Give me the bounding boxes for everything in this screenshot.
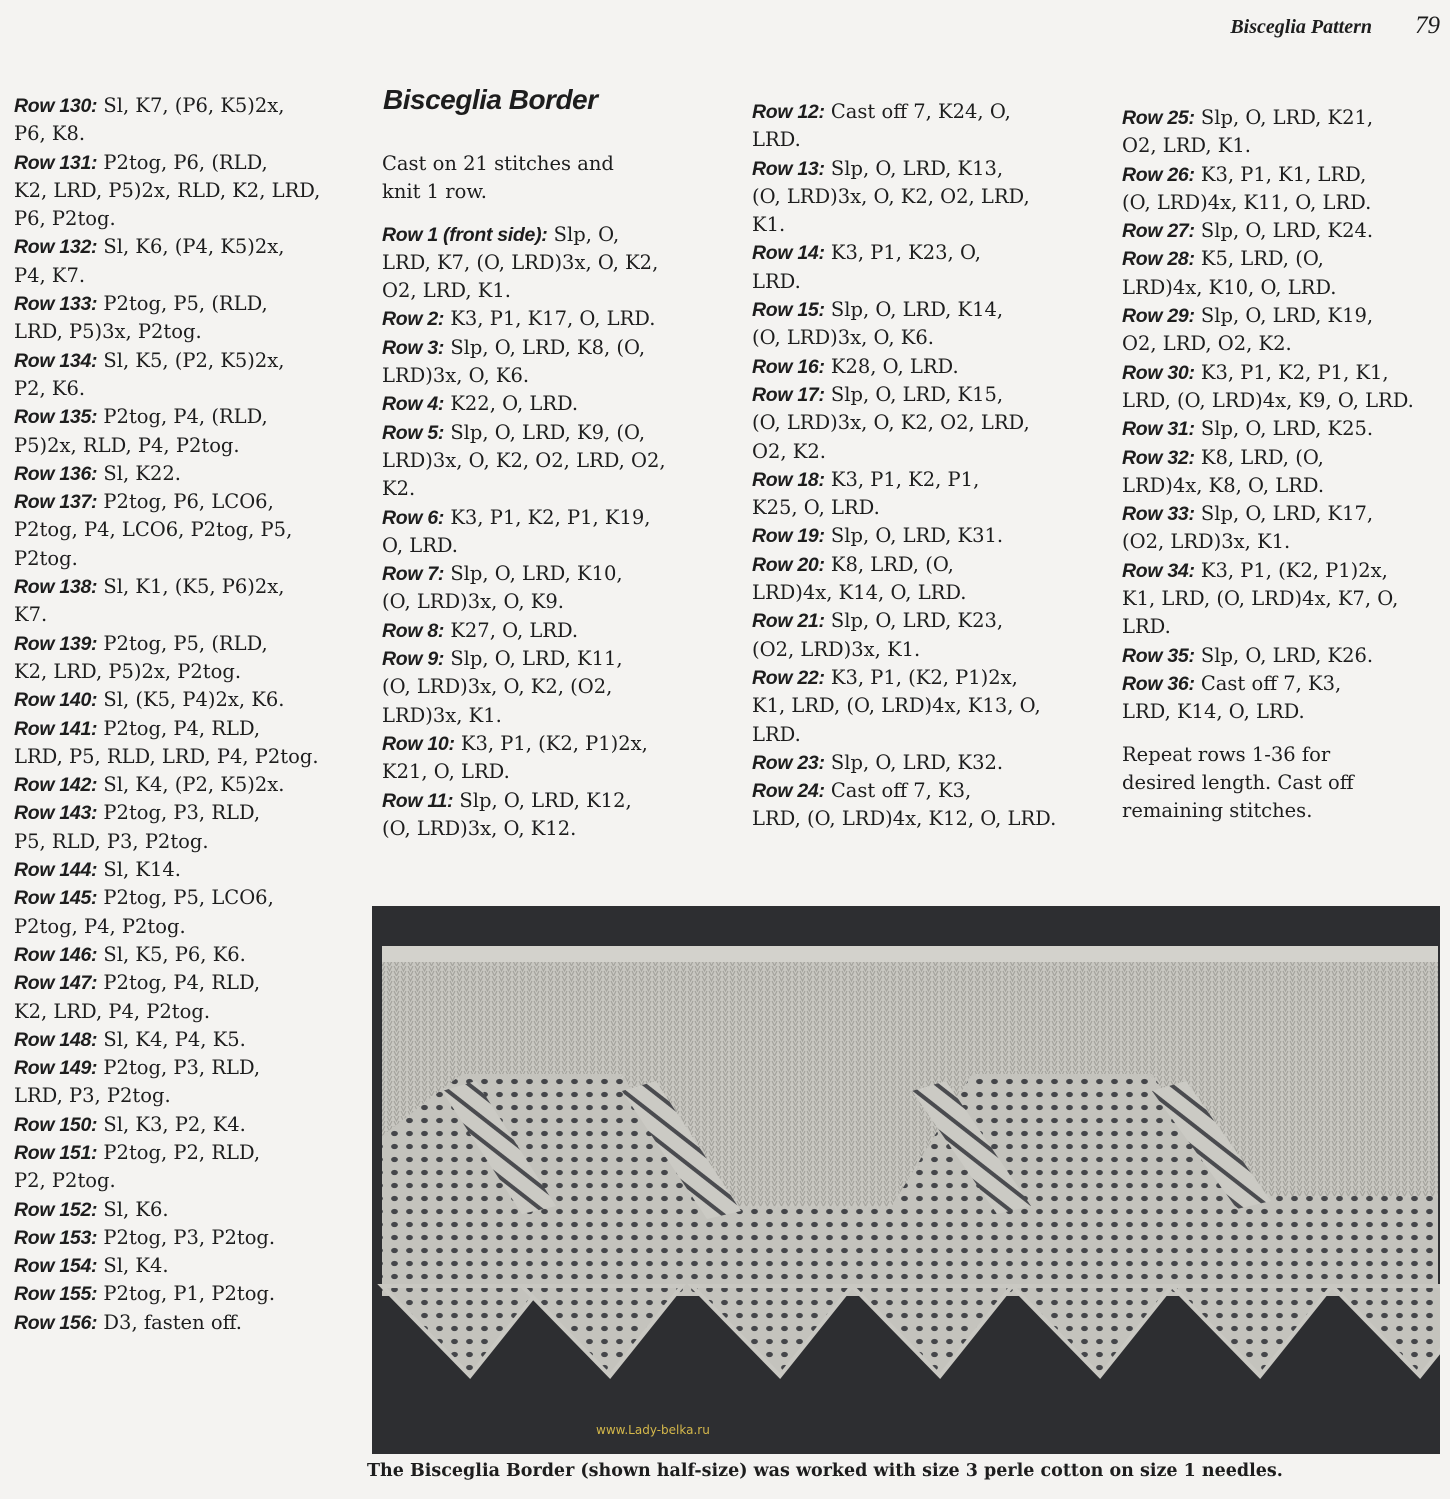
row-text: Sl, K22. — [97, 461, 181, 485]
row-label: Row 155: — [14, 1283, 98, 1306]
row-text: LRD)4x, K14, O, LRD. — [752, 581, 967, 605]
row-text: Sl, K4. — [97, 1254, 169, 1278]
row-label: Row 4: — [382, 393, 445, 416]
row-label: Row 137: — [14, 491, 98, 514]
row-instruction — [382, 305, 727, 333]
row-text: (O2, LRD)3x, K1. — [1122, 530, 1291, 554]
row-text: LRD)3x, K1. — [382, 703, 502, 727]
row-text: LRD, (O, LRD)4x, K9, O, LRD. — [1122, 388, 1414, 412]
page-header — [0, 14, 1450, 46]
row-label: Row 25: — [1122, 107, 1195, 129]
row-instruction — [14, 1054, 339, 1111]
row-label: Row 145: — [14, 887, 98, 910]
knitted-border-photo — [372, 906, 1440, 1454]
row-label: Row 154: — [14, 1255, 98, 1278]
row-text: P2tog, P4, (RLD, — [97, 405, 268, 429]
row-instruction — [14, 1309, 339, 1337]
row-instruction — [14, 92, 339, 149]
row-text: LRD, K14, O, LRD. — [1122, 700, 1305, 724]
scallop-point — [852, 1286, 1012, 1376]
row-label: Row 16: — [752, 355, 825, 378]
row-instruction — [1122, 245, 1442, 302]
row-label: Row 139: — [14, 632, 98, 655]
row-instruction — [14, 1111, 339, 1139]
row-instruction — [1122, 642, 1442, 670]
row-text: Slp, O, LRD, K14, — [824, 298, 1004, 322]
row-instruction — [14, 715, 339, 772]
row-text: Slp, O, LRD, K12, — [453, 788, 632, 812]
row-label: Row 29: — [1122, 305, 1195, 328]
row-text: P2tog, P6, (RLD, — [97, 150, 268, 174]
row-text: Sl, K7, (P6, K5)2x, — [97, 94, 285, 117]
pattern-column-1 — [14, 92, 339, 1337]
row-text: K2, LRD, P5)2x, P2tog. — [14, 659, 242, 683]
row-label: Row 18: — [752, 468, 825, 491]
row-instruction — [382, 419, 727, 504]
paragraph-spacer — [1122, 727, 1442, 741]
row-label: Row 149: — [14, 1057, 98, 1080]
row-text: P5)2x, RLD, P4, P2tog. — [14, 433, 240, 457]
row-text: O2, K2. — [752, 439, 826, 463]
row-label: Row 7: — [382, 563, 445, 586]
row-text: Cast on 21 stitches and — [382, 152, 614, 175]
row-text: P2tog, P5, LCO6, — [97, 886, 274, 910]
row-text: Slp, O, LRD, K24. — [1194, 219, 1374, 243]
row-text: LRD. — [752, 128, 801, 152]
row-label: Row 31: — [1122, 418, 1195, 441]
row-instruction — [382, 504, 727, 561]
row-text: (O2, LRD)3x, K1. — [752, 637, 921, 661]
row-instruction — [1122, 444, 1442, 501]
row-instruction — [752, 466, 1087, 523]
row-text: K8, LRD, (O, — [1194, 445, 1324, 469]
row-text: LRD)4x, K8, O, LRD. — [1122, 473, 1325, 497]
row-label: Row 12: — [752, 101, 825, 123]
row-instruction — [14, 799, 339, 856]
row-text: P2tog, P4, P2tog. — [14, 914, 186, 938]
row-label: Row 35: — [1122, 644, 1195, 667]
row-instruction — [382, 560, 727, 617]
row-text: P2tog, P4, LCO6, P2tog, P5, — [14, 518, 293, 542]
row-text: K3, P1, K2, P1, K19, — [444, 505, 651, 529]
row-text: Slp, O, LRD, K19, — [1194, 304, 1374, 328]
row-instruction — [14, 233, 339, 290]
row-text: P2tog, P1, P2tog. — [97, 1282, 276, 1306]
row-text: Sl, K5, (P2, K5)2x, — [97, 348, 285, 372]
row-text: O, LRD. — [382, 533, 459, 557]
row-text: Sl, K14. — [97, 858, 181, 882]
row-text: Slp, O, LRD, K26. — [1194, 643, 1374, 667]
photo-caption: The Bisceglia Border (shown half-size) was worked with size 3 perle cotton on size 1 needles. — [367, 1461, 1283, 1481]
row-instruction — [14, 1224, 339, 1252]
row-label: Row 151: — [14, 1141, 98, 1164]
row-label: Row 3: — [382, 336, 445, 359]
row-instruction — [14, 771, 339, 799]
row-text: LRD)3x, O, K2, O2, LRD, O2, — [382, 448, 666, 472]
row-text: P2tog, P2, RLD, — [97, 1140, 261, 1164]
row-text: Slp, O, LRD, K13, — [824, 156, 1004, 180]
row-text: Slp, O, LRD, K15, — [824, 382, 1004, 406]
row-text: Repeat rows 1-36 for — [1122, 742, 1331, 766]
row-instruction — [382, 787, 727, 844]
row-instruction — [14, 630, 339, 687]
row-label: Row 5: — [382, 421, 445, 444]
row-text: K1. — [752, 213, 786, 237]
row-text: Slp, O, LRD, K8, (O, — [444, 335, 646, 359]
row-label: Row 9: — [382, 648, 445, 671]
row-instruction — [14, 347, 339, 404]
row-instruction — [752, 353, 1087, 381]
row-label: Row 148: — [14, 1028, 98, 1051]
row-label: Row 141: — [14, 717, 98, 740]
row-instruction — [1122, 302, 1442, 359]
row-text: K27, O, LRD. — [444, 618, 579, 642]
row-text: knit 1 row. — [382, 180, 487, 204]
row-text: P2tog, P3, RLD, — [97, 801, 261, 825]
row-text: Slp, O, LRD, K9, (O, — [444, 420, 646, 444]
row-text: (O, LRD)3x, O, K2, O2, LRD, — [752, 184, 1030, 208]
row-text: P2tog. — [14, 546, 78, 570]
row-instruction — [14, 1026, 339, 1054]
row-text: K7. — [14, 603, 48, 627]
row-text: K2, LRD, P4, P2tog. — [14, 999, 211, 1023]
row-label: Row 150: — [14, 1113, 98, 1136]
pattern-column-4 — [1122, 104, 1442, 825]
row-text: Slp, O, LRD, K10, — [444, 562, 623, 586]
row-instruction — [382, 390, 727, 418]
row-text: K1, LRD, (O, LRD)4x, K7, O, — [1122, 587, 1399, 611]
row-text: P6, P2tog. — [14, 207, 116, 231]
row-label: Row 138: — [14, 576, 98, 599]
row-text: P2tog, P3, P2tog. — [97, 1225, 276, 1249]
row-text: K1, LRD, (O, LRD)4x, K13, O, — [752, 694, 1041, 718]
row-text: K5, LRD, (O, — [1194, 247, 1324, 271]
row-label: Row 19: — [752, 525, 825, 548]
row-instruction — [14, 1280, 339, 1308]
row-text: D3, fasten off. — [97, 1310, 242, 1334]
row-instruction — [752, 381, 1087, 466]
row-text: Slp, O, LRD, K31. — [824, 524, 1004, 548]
row-label: Row 134: — [14, 349, 98, 372]
row-label: Row 17: — [752, 383, 825, 406]
row-instruction — [14, 149, 339, 234]
row-instruction — [752, 607, 1087, 664]
row-instruction — [1122, 359, 1442, 416]
pattern-column-3 — [752, 98, 1087, 834]
row-text: LRD. — [1122, 615, 1171, 639]
row-text: K21, O, LRD. — [382, 760, 510, 784]
row-label: Row 10: — [382, 732, 455, 755]
row-text: remaining stitches. — [1122, 799, 1313, 823]
row-label: Row 15: — [752, 299, 825, 322]
row-label: Row 36: — [1122, 672, 1195, 695]
row-text: Sl, K6, (P4, K5)2x, — [97, 235, 285, 259]
row-instruction — [752, 155, 1087, 240]
row-text: Slp, O, LRD, K21, — [1194, 106, 1374, 129]
row-text: Slp, O, LRD, K25. — [1194, 417, 1374, 441]
row-instruction — [382, 334, 727, 391]
row-label: Row 30: — [1122, 361, 1195, 384]
row-label: Row 140: — [14, 689, 98, 712]
row-instruction — [752, 777, 1087, 834]
scallop-point — [1172, 1286, 1332, 1376]
row-label: Row 14: — [752, 242, 825, 265]
row-text: P6, K8. — [14, 122, 86, 146]
row-text: (O, LRD)3x, O, K9. — [382, 590, 564, 614]
lace-illustration — [372, 906, 1440, 1454]
row-instruction — [14, 686, 339, 714]
row-text: (O, LRD)3x, O, K6. — [752, 326, 934, 350]
section-title: Bisceglia Border — [383, 84, 598, 115]
row-text: K2. — [382, 477, 416, 501]
row-text: Slp, O, LRD, K17, — [1194, 502, 1374, 526]
row-instruction — [1122, 670, 1442, 727]
row-label: Row 146: — [14, 943, 98, 966]
row-label: Row 147: — [14, 972, 98, 995]
row-instruction — [1122, 415, 1442, 443]
row-text: K3, P1, K1, LRD, — [1194, 162, 1367, 186]
row-label: Row 132: — [14, 236, 98, 259]
row-text: Slp, O, LRD, K32. — [824, 750, 1004, 774]
row-instruction — [382, 617, 727, 645]
row-text: LRD, (O, LRD)4x, K12, O, LRD. — [752, 807, 1057, 831]
row-text: O2, LRD, K1. — [1122, 134, 1251, 158]
row-instruction — [752, 522, 1087, 550]
instruction-paragraph — [382, 150, 727, 207]
row-text: K3, P1, K17, O, LRD. — [444, 307, 656, 331]
scallop-point — [522, 1286, 682, 1376]
row-label: Row 2: — [382, 308, 445, 331]
row-text: P4, K7. — [14, 263, 86, 287]
row-text: Slp, O, LRD, K11, — [444, 647, 623, 671]
row-text: P2, P2tog. — [14, 1169, 116, 1193]
row-instruction — [14, 1139, 339, 1196]
row-label: Row 27: — [1122, 220, 1195, 243]
row-text: desired length. Cast off — [1122, 770, 1354, 794]
row-label: Row 11: — [382, 789, 454, 812]
row-text: Sl, K3, P2, K4. — [97, 1112, 246, 1136]
row-label: Row 156: — [14, 1311, 98, 1334]
row-instruction — [752, 551, 1087, 608]
row-instruction — [14, 403, 339, 460]
row-instruction — [1122, 557, 1442, 642]
row-text: Slp, O, — [547, 222, 620, 246]
running-title: Bisceglia Pattern — [1230, 16, 1372, 38]
row-label: Row 22: — [752, 666, 825, 689]
row-text: P2tog, P4, RLD, — [97, 716, 261, 740]
row-label: Row 32: — [1122, 446, 1195, 469]
row-instruction — [1122, 161, 1442, 218]
row-text: K25, O, LRD. — [752, 496, 880, 520]
row-text: O2, LRD, O2, K2. — [1122, 332, 1292, 356]
cast-on-edge — [382, 946, 1438, 962]
row-text: K3, P1, (K2, P1)2x, — [454, 731, 648, 755]
page-number: 79 — [1415, 12, 1440, 39]
row-text: Sl, K4, P4, K5. — [97, 1027, 246, 1051]
row-label: Row 33: — [1122, 503, 1195, 526]
row-text: P2, K6. — [14, 376, 86, 400]
row-text: P2tog, P5, (RLD, — [97, 631, 268, 655]
row-instruction — [752, 296, 1087, 353]
row-text: Sl, K6. — [97, 1197, 169, 1221]
row-text: Sl, K4, (P2, K5)2x. — [97, 773, 285, 797]
row-label: Row 24: — [752, 780, 825, 803]
row-text: (O, LRD)3x, O, K2, O2, LRD, — [752, 411, 1030, 435]
row-instruction — [14, 969, 339, 1026]
row-text: (O, LRD)3x, O, K2, (O2, — [382, 675, 613, 699]
row-instruction — [1122, 104, 1442, 161]
row-text: Sl, K5, P6, K6. — [97, 942, 246, 966]
paragraph-spacer — [382, 207, 727, 221]
scallop-point — [1332, 1286, 1440, 1376]
row-text: K3, P1, (K2, P1)2x, — [824, 665, 1018, 689]
row-text: K3, P1, K23, O, — [824, 241, 981, 265]
row-text: P2tog, P4, RLD, — [97, 971, 261, 995]
row-instruction — [1122, 217, 1442, 245]
row-instruction — [14, 856, 339, 884]
row-instruction — [14, 290, 339, 347]
row-instruction — [1122, 500, 1442, 557]
row-label: Row 136: — [14, 462, 98, 485]
watermark: www.Lady-belka.ru — [596, 1423, 710, 1437]
row-label: Row 153: — [14, 1226, 98, 1249]
row-text: P2tog, P3, RLD, — [97, 1056, 261, 1080]
row-text: (O, LRD)4x, K11, O, LRD. — [1122, 190, 1372, 214]
row-text: K3, P1, K2, P1, — [824, 467, 980, 491]
scallop-point — [692, 1286, 852, 1376]
instruction-paragraph — [1122, 741, 1442, 826]
row-label: Row 1 (front side): — [382, 223, 548, 246]
row-text: LRD, P3, P2tog. — [14, 1084, 171, 1108]
row-text: K8, LRD, (O, — [824, 552, 954, 576]
scallop-point — [1012, 1286, 1172, 1376]
row-label: Row 135: — [14, 406, 98, 429]
row-label: Row 20: — [752, 553, 825, 576]
pattern-column-2 — [382, 150, 727, 843]
row-text: LRD)3x, O, K6. — [382, 364, 530, 388]
row-text: LRD, K7, (O, LRD)3x, O, K2, — [382, 250, 659, 274]
row-instruction — [14, 884, 339, 941]
row-text: Cast off 7, K3, — [824, 779, 972, 803]
row-label: Row 152: — [14, 1198, 98, 1221]
row-label: Row 34: — [1122, 559, 1195, 582]
garter-band — [382, 946, 1438, 1066]
row-text: K28, O, LRD. — [824, 354, 959, 378]
row-label: Row 130: — [14, 95, 98, 117]
row-text: Cast off 7, K24, O, — [824, 100, 1011, 123]
row-label: Row 28: — [1122, 248, 1195, 271]
row-instruction — [14, 1252, 339, 1280]
row-label: Row 13: — [752, 157, 825, 180]
row-instruction — [752, 98, 1087, 155]
row-text: LRD)4x, K10, O, LRD. — [1122, 275, 1337, 299]
row-instruction — [752, 749, 1087, 777]
row-text: LRD. — [752, 722, 801, 746]
row-label: Row 144: — [14, 859, 98, 882]
row-text: Sl, (K5, P4)2x, K6. — [97, 688, 285, 712]
row-text: K2, LRD, P5)2x, RLD, K2, LRD, — [14, 178, 321, 202]
row-text: LRD. — [752, 269, 801, 293]
row-label: Row 133: — [14, 293, 98, 316]
row-text: K3, P1, K2, P1, K1, — [1194, 360, 1389, 384]
row-instruction — [382, 730, 727, 787]
row-instruction — [14, 460, 339, 488]
row-text: LRD, P5, RLD, LRD, P4, P2tog. — [14, 744, 319, 768]
row-label: Row 26: — [1122, 163, 1195, 186]
row-instruction — [382, 645, 727, 730]
row-text: P2tog, P5, (RLD, — [97, 292, 268, 316]
row-instruction — [14, 573, 339, 630]
row-instruction — [382, 221, 727, 306]
row-instruction — [14, 488, 339, 573]
row-text: (O, LRD)3x, O, K12. — [382, 816, 577, 840]
row-label: Row 21: — [752, 610, 825, 633]
row-label: Row 143: — [14, 802, 98, 825]
row-text: P2tog, P6, LCO6, — [97, 490, 274, 514]
scallop-point — [382, 1286, 542, 1376]
row-label: Row 8: — [382, 619, 445, 642]
row-text: K3, P1, (K2, P1)2x, — [1194, 558, 1388, 582]
row-text: K22, O, LRD. — [444, 392, 579, 416]
row-instruction — [14, 1196, 339, 1224]
row-text: P5, RLD, P3, P2tog. — [14, 829, 209, 853]
row-instruction — [752, 664, 1087, 749]
row-text: O2, LRD, K1. — [382, 279, 511, 303]
row-text: Slp, O, LRD, K23, — [824, 609, 1004, 633]
row-text: Cast off 7, K3, — [1194, 671, 1342, 695]
row-label: Row 6: — [382, 506, 445, 529]
row-label: Row 142: — [14, 774, 98, 797]
row-label: Row 23: — [752, 751, 825, 774]
row-text: Sl, K1, (K5, P6)2x, — [97, 575, 285, 599]
row-label: Row 131: — [14, 151, 98, 174]
row-instruction — [14, 941, 339, 969]
row-text: LRD, P5)3x, P2tog. — [14, 320, 202, 344]
row-instruction — [752, 239, 1087, 296]
